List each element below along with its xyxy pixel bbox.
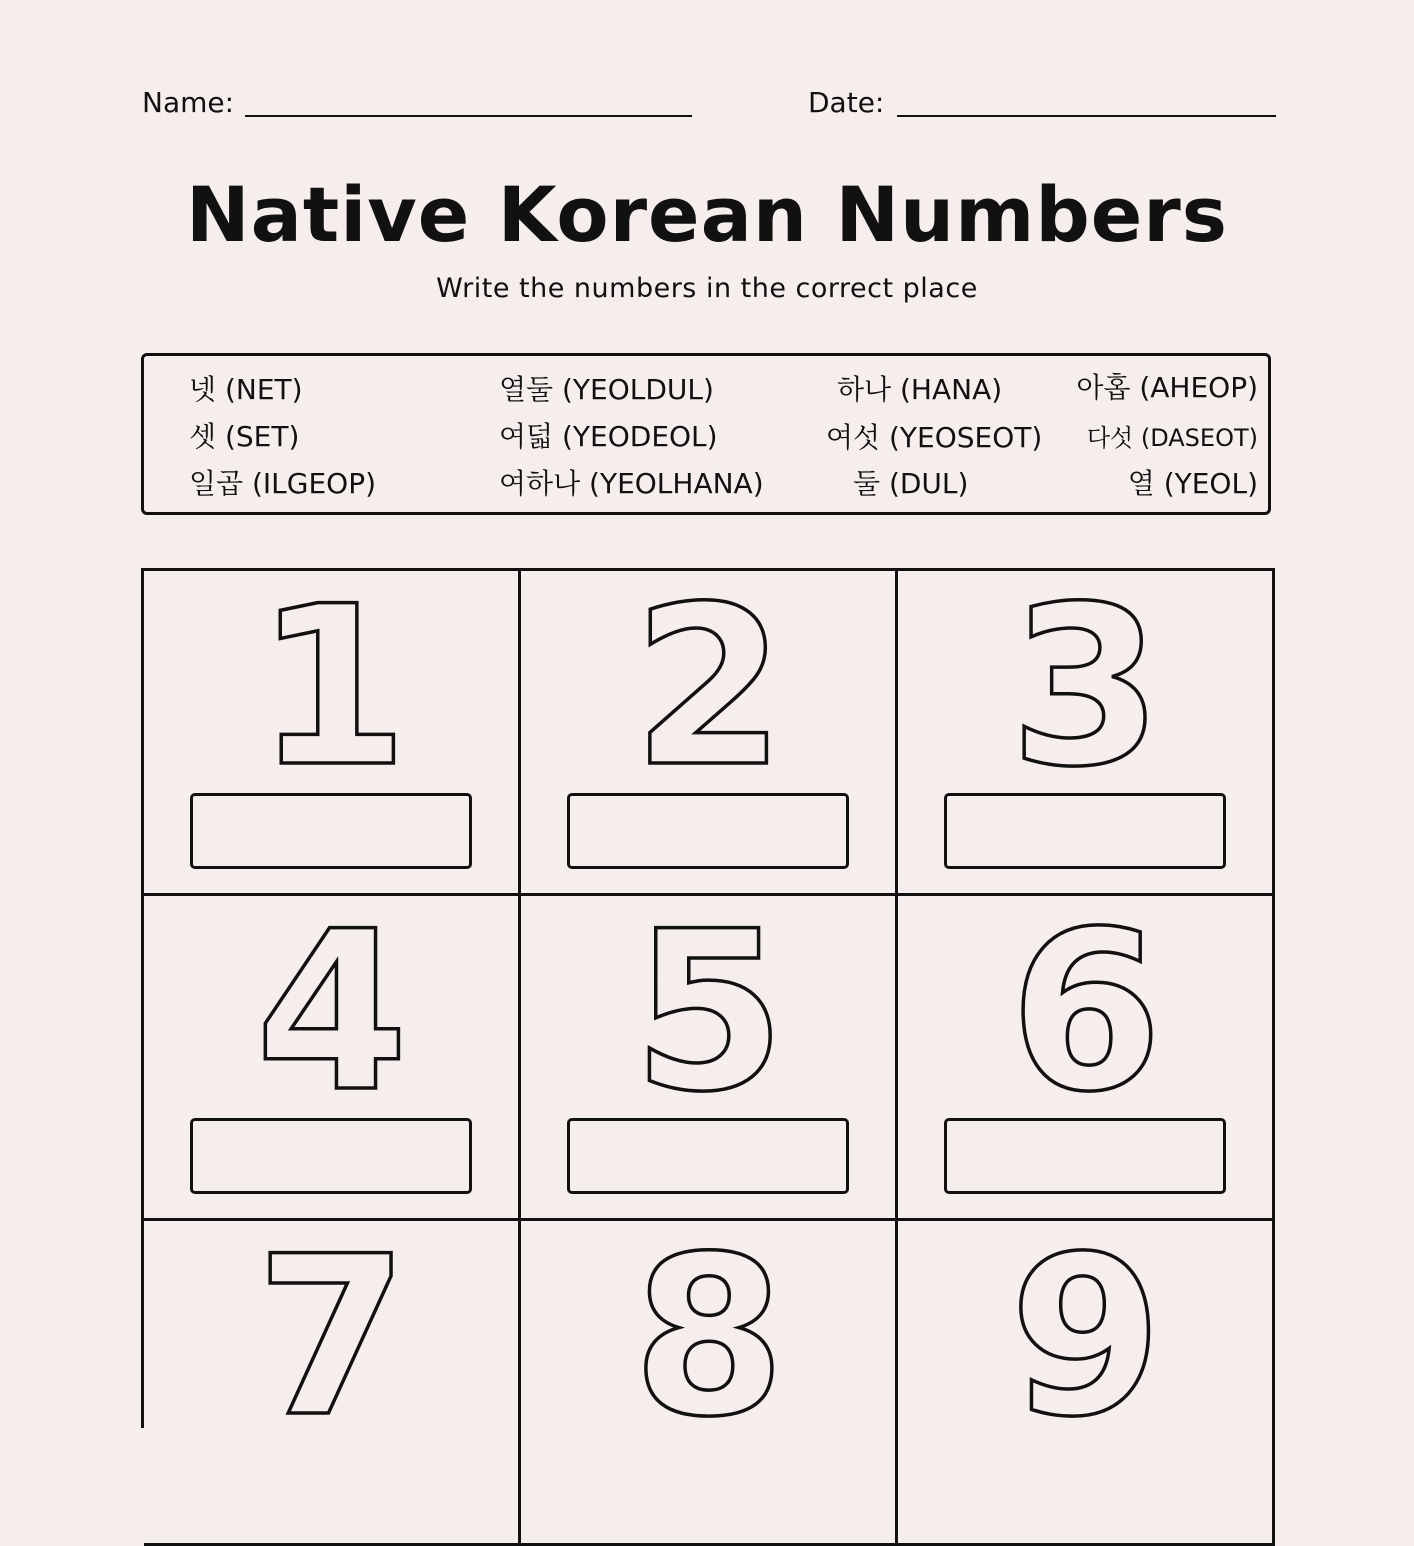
- name-line[interactable]: [245, 115, 692, 117]
- number-cell: [898, 896, 1275, 1221]
- word-bank-item: 열 (YEOL): [1127, 467, 1258, 500]
- svg-text:9: 9: [1009, 1221, 1163, 1465]
- date-line[interactable]: [897, 115, 1276, 117]
- svg-text:5: 5: [632, 896, 786, 1140]
- svg-text:6: 6: [1009, 896, 1163, 1140]
- number-cell: [521, 896, 898, 1221]
- word-bank-item: 아홉 (AHEOP): [1076, 371, 1258, 404]
- number-cell: [144, 571, 521, 896]
- svg-text:4: 4: [255, 896, 409, 1140]
- page-subtitle: Write the numbers in the correct place: [436, 273, 978, 304]
- answer-box[interactable]: [567, 1118, 849, 1194]
- number-cell: [898, 1221, 1275, 1546]
- svg-text:1: 1: [255, 571, 409, 815]
- number-cell: [898, 571, 1275, 896]
- word-bank-item: 열둘 (YEOLDUL): [499, 373, 714, 406]
- answer-box[interactable]: [567, 793, 849, 869]
- svg-text:3: 3: [1009, 571, 1163, 815]
- word-bank-item: 하나 (HANA): [837, 373, 1003, 406]
- word-bank-item: 여덟 (YEODEOL): [499, 420, 718, 453]
- word-bank-item: 여하나 (YEOLHANA): [499, 467, 764, 500]
- name-label: Name:: [142, 86, 235, 119]
- number-cell: [521, 571, 898, 896]
- page-title: Native Korean Numbers: [185, 170, 1229, 259]
- outlined-digit: [898, 1221, 1275, 1546]
- answer-box[interactable]: [944, 1118, 1226, 1194]
- number-cell: [144, 1221, 521, 1546]
- svg-text:8: 8: [632, 1221, 786, 1465]
- answer-box[interactable]: [944, 793, 1226, 869]
- word-bank: [141, 353, 1271, 515]
- svg-text:7: 7: [255, 1221, 409, 1465]
- date-label: Date:: [808, 86, 885, 119]
- outlined-digit: [521, 1221, 898, 1546]
- outlined-digit: [144, 1221, 521, 1546]
- word-bank-item: 넷 (NET): [189, 373, 303, 406]
- svg-text:2: 2: [632, 571, 786, 815]
- number-cell: [521, 1221, 898, 1546]
- number-grid: [141, 568, 1275, 1465]
- answer-box[interactable]: [190, 1118, 472, 1194]
- word-bank-item: 다섯 (DASEOT): [1086, 424, 1258, 452]
- word-bank-item: 둘 (DUL): [853, 467, 969, 500]
- word-bank-item: 셋 (SET): [189, 420, 300, 453]
- word-bank-item: 여섯 (YEOSEOT): [826, 421, 1043, 454]
- number-cell: [144, 896, 521, 1221]
- answer-box[interactable]: [190, 793, 472, 869]
- word-bank-item: 일곱 (ILGEOP): [189, 467, 377, 500]
